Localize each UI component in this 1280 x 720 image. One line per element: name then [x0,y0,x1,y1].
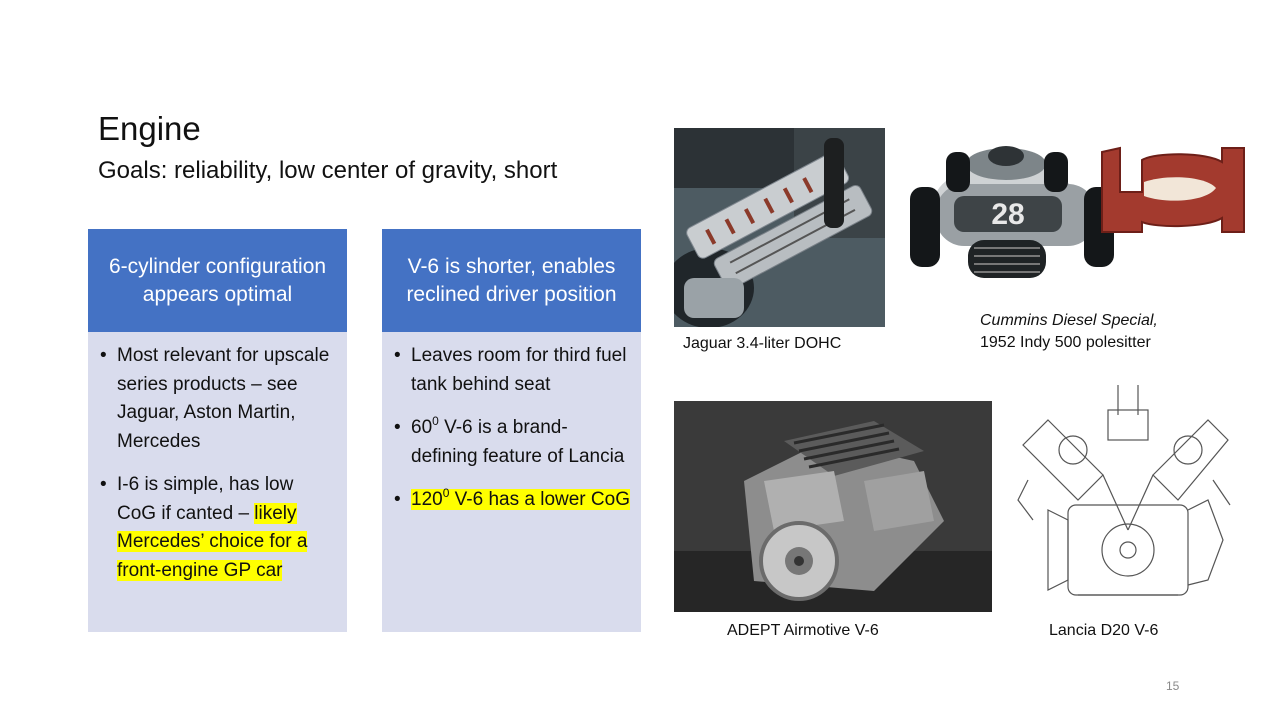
bullet-item: • Leaves room for third fuel tank behind seat [411,342,631,399]
card-header: V-6 is shorter, enables reclined driver position [382,229,641,332]
slide-subtitle: Goals: reliability, low center of gravity, short [98,157,558,184]
lancia-d20-drawing [1008,380,1234,612]
adept-airmotive-photo [674,401,992,612]
cummins-diesel-photo [906,132,1250,294]
bullet-item: • $60^0$ V-6 is a brand-defining feature of Lancia [411,414,631,471]
bullet-item [411,486,631,515]
adept-caption: ADEPT Airmotive V-6 [727,622,879,639]
bullet-item: • Most relevant for upscale series products – see Jaguar, Aston Martin, Mercedes [117,342,337,456]
jaguar-caption: Jaguar 3.4-liter DOHC [683,335,842,352]
card-six-cylinder [88,229,347,632]
highlighted-text: likely Mercedes’ choice for a front-engine GP car [117,502,308,581]
bullet-list [382,332,641,515]
card-header: 6-cylinder configuration appears optimal [88,229,347,332]
bullet-item: • I-6 is simple, has low CoG if canted – likely Mercedes’ choice for a front-engine GP car [117,471,337,585]
bullet-list [88,332,347,585]
slide-title: Engine [98,110,201,147]
lancia-caption: Lancia D20 V-6 [1049,622,1159,639]
card-v6 [382,229,641,632]
highlighted-text: $120^0$ V-6 has a lower CoG [411,486,630,510]
page-number: 15 [1166,679,1180,693]
car-number: 28 [991,198,1025,231]
jaguar-engine-photo [674,128,885,327]
cummins-caption: Cummins Diesel Special, 1952 Indy 500 polesitter [980,312,1158,351]
